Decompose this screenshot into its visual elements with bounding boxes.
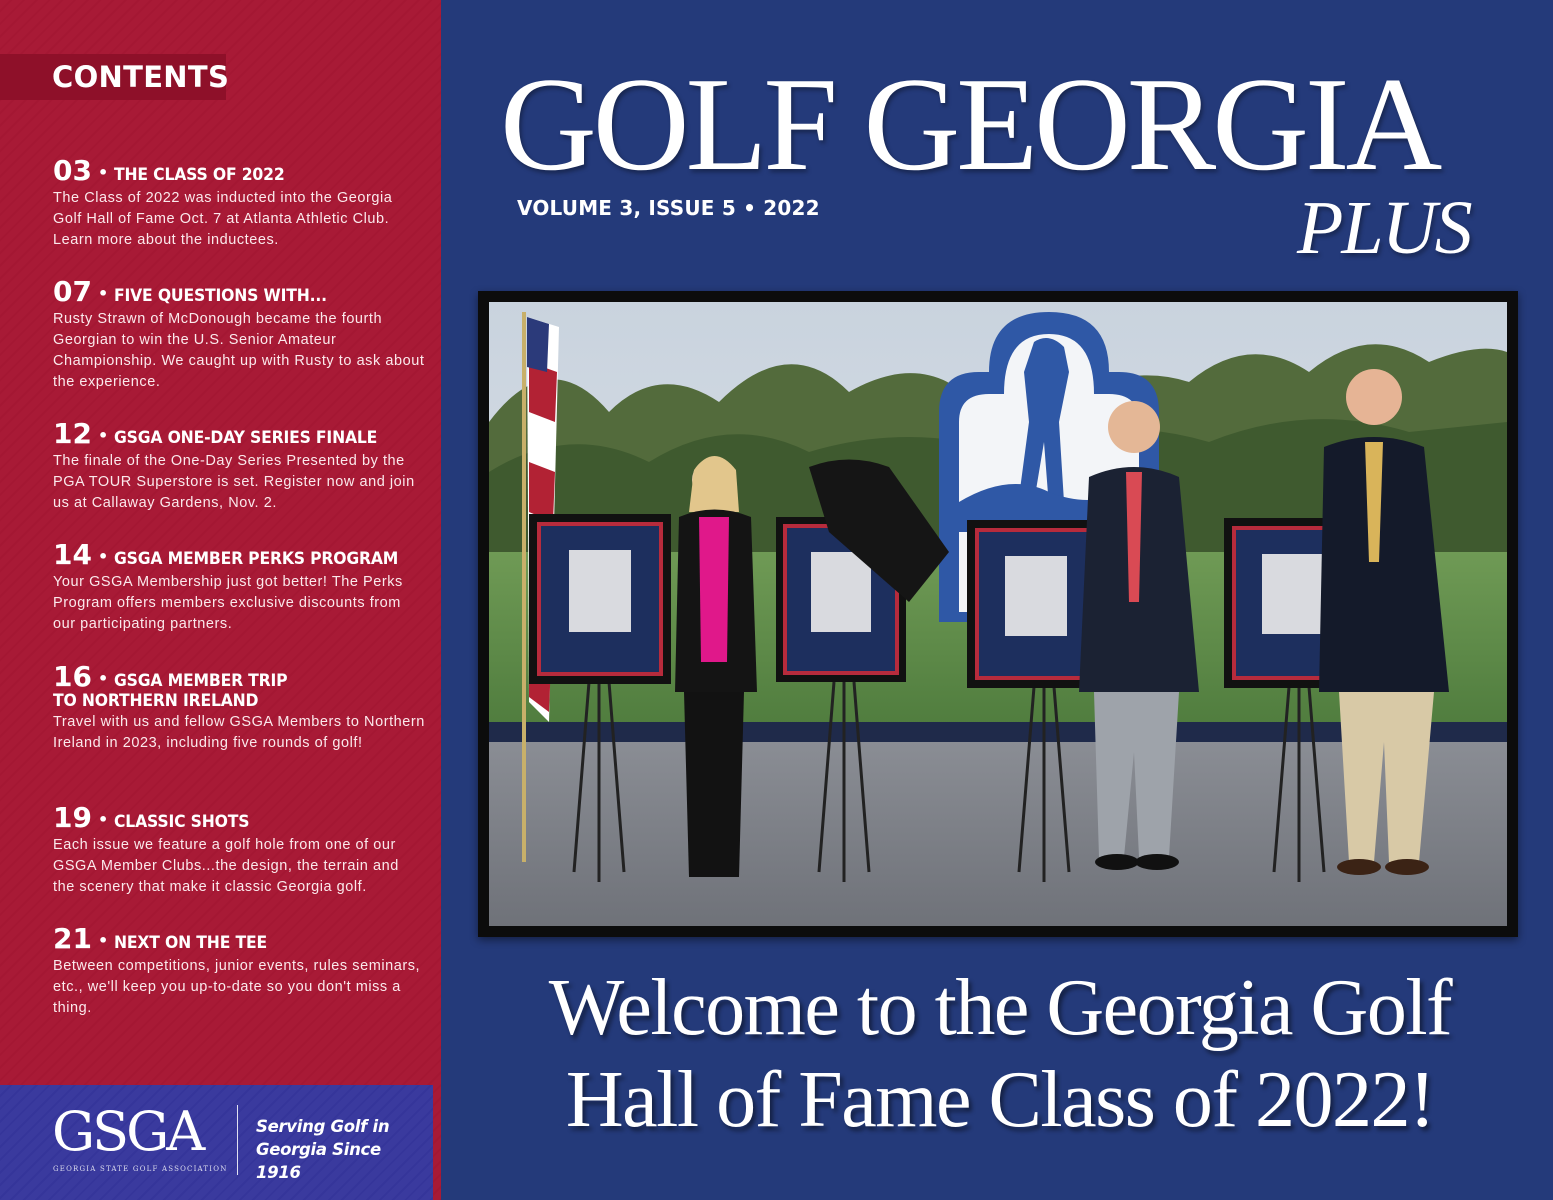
contents-sidebar bbox=[0, 0, 441, 1200]
magazine-title: GOLF GEORGIA bbox=[500, 50, 1439, 198]
gsga-logo[interactable]: GSGA bbox=[52, 1100, 203, 1163]
toc-page-number: 16 bbox=[53, 660, 92, 693]
magazine-subtitle: PLUS bbox=[1297, 186, 1471, 270]
contents-heading: CONTENTS bbox=[0, 54, 226, 100]
toc-bullet: • bbox=[97, 547, 109, 566]
toc-item-header bbox=[53, 156, 425, 186]
toc-item-header bbox=[53, 662, 425, 692]
toc-description: Your GSGA Membership just got better! The Perks Program offers members exclusive discounts from our participating partners. bbox=[53, 574, 403, 632]
toc-item[interactable] bbox=[53, 419, 425, 514]
toc-description: The Class of 2022 was inducted into the Georgia Golf Hall of Fame Oct. 7 at Atlanta Athletic Club. Learn more about the inductees. bbox=[53, 190, 393, 248]
toc-item[interactable] bbox=[53, 277, 425, 393]
headline-line2: Hall of Fame Class of 2022! bbox=[565, 1056, 1435, 1144]
toc-bullet: • bbox=[97, 163, 109, 182]
toc-item[interactable] bbox=[53, 662, 425, 754]
tagline-line1: Serving Golf in bbox=[256, 1117, 390, 1136]
tagline-line2: Georgia Since 1916 bbox=[256, 1140, 381, 1182]
toc-title: FIVE QUESTIONS WITH... bbox=[114, 286, 328, 306]
toc-page-number: 14 bbox=[53, 538, 92, 571]
toc-page-number: 07 bbox=[53, 275, 92, 308]
toc-item[interactable] bbox=[53, 803, 425, 898]
toc-item[interactable] bbox=[53, 540, 425, 635]
toc-bullet: • bbox=[97, 284, 109, 303]
toc-page-number: 12 bbox=[53, 417, 92, 450]
toc-title: GSGA MEMBER PERKS PROGRAM bbox=[114, 549, 399, 569]
toc-page-number: 21 bbox=[53, 922, 92, 955]
cover-photo-frame bbox=[478, 291, 1518, 937]
toc-bullet: • bbox=[97, 931, 109, 950]
toc-title: GSGA ONE-DAY SERIES FINALE bbox=[114, 428, 378, 448]
toc-title: NEXT ON THE TEE bbox=[114, 933, 268, 953]
cover-headline bbox=[500, 962, 1500, 1146]
toc-bullet: • bbox=[97, 810, 109, 829]
headline-line1: Welcome to the Georgia Golf bbox=[548, 964, 1452, 1052]
toc-title: CLASSIC SHOTS bbox=[114, 812, 250, 832]
toc-item-header bbox=[53, 419, 425, 449]
toc-item[interactable] bbox=[53, 156, 425, 251]
toc-title-line2: TO NORTHERN IRELAND bbox=[53, 691, 259, 711]
toc-description: Between competitions, junior events, rules seminars, etc., we'll keep you up-to-date so you don't miss a thing. bbox=[53, 958, 421, 1016]
gsga-brand-footer bbox=[0, 1085, 433, 1200]
toc-item-header bbox=[53, 277, 425, 307]
toc-item[interactable] bbox=[53, 924, 425, 1019]
toc-page-number: 19 bbox=[53, 801, 92, 834]
toc-description: The finale of the One-Day Series Presented by the PGA TOUR Superstore is set. Register now and join us at Callaway Gardens, Nov. 2. bbox=[53, 453, 415, 511]
brand-tagline bbox=[256, 1115, 431, 1184]
brand-divider bbox=[237, 1105, 238, 1175]
toc-description: Each issue we feature a golf hole from one of our GSGA Member Clubs...the design, the terrain and the scenery that make it classic Georgia golf. bbox=[53, 837, 399, 895]
gsga-logo-subtext: GEORGIA STATE GOLF ASSOCIATION bbox=[53, 1165, 228, 1173]
issue-info: VOLUME 3, ISSUE 5 • 2022 bbox=[517, 196, 820, 220]
toc-bullet: • bbox=[97, 669, 109, 688]
cover-photo bbox=[489, 302, 1507, 926]
toc-description: Travel with us and fellow GSGA Members to Northern Ireland in 2023, including five rounds of golf! bbox=[53, 714, 425, 751]
toc-item-header bbox=[53, 803, 425, 833]
toc-bullet: • bbox=[97, 426, 109, 445]
toc-item-header bbox=[53, 540, 425, 570]
toc-item-header bbox=[53, 924, 425, 954]
toc-title: GSGA MEMBER TRIP bbox=[114, 671, 288, 691]
toc-description: Rusty Strawn of McDonough became the fourth Georgian to win the U.S. Senior Amateur Championship. We caught up with Rusty to ask about the experience. bbox=[53, 311, 425, 390]
toc-title: THE CLASS OF 2022 bbox=[114, 165, 285, 185]
toc-page-number: 03 bbox=[53, 154, 92, 187]
